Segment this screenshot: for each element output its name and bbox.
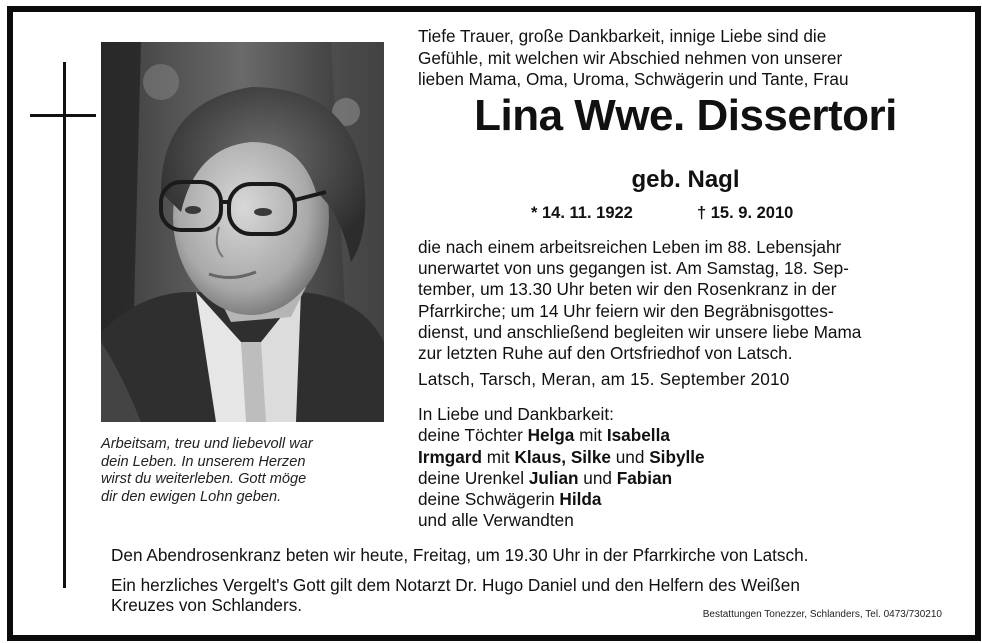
- family-member: Klaus, Silke: [514, 446, 611, 467]
- family-heading: In Liebe und Dankbarkeit:: [418, 404, 614, 424]
- memorial-caption: [101, 436, 391, 506]
- caption-line: dir den ewigen Lohn geben.: [101, 488, 282, 505]
- birth-date: * 14. 11. 1922: [531, 204, 633, 222]
- family-text: und: [578, 467, 617, 488]
- family-text: deine Töchter: [418, 425, 528, 446]
- body-line: dienst, und anschließend begleiten wir unsere liebe Mama: [418, 321, 862, 342]
- cross-icon-bar: [30, 114, 96, 117]
- family-line: [418, 425, 953, 446]
- caption-line: wirst du weiterleben. Gott möge: [101, 471, 307, 487]
- body-line: tember, um 13.30 Uhr beten wir den Rosenkranz in der: [418, 279, 837, 300]
- body-line: zur letzten Ruhe auf den Ortsfriedhof von Latsch.: [418, 343, 793, 364]
- family-list: [418, 404, 953, 532]
- family-member: Hilda: [559, 489, 602, 510]
- maiden-name: geb. Nagl: [631, 166, 740, 193]
- intro-line: lieben Mama, Oma, Uroma, Schwägerin und Tante, Frau: [418, 69, 849, 89]
- place-and-date: Latsch, Tarsch, Meran, am 15. September 2010: [418, 369, 790, 389]
- intro-line: Tiefe Trauer, große Dankbarkeit, innige Liebe sind die: [418, 26, 827, 46]
- body-line: unerwartet von uns gegangen ist. Am Samstag, 18. Sep-: [418, 258, 849, 279]
- thanks-line: Kreuzes von Schlanders.: [111, 595, 303, 615]
- family-member: Irmgard: [418, 446, 482, 467]
- family-member: Fabian: [616, 467, 673, 488]
- caption-line: Arbeitsam, treu und liebevoll war: [101, 436, 313, 452]
- family-line: [418, 489, 953, 510]
- portrait-photo: [101, 42, 384, 422]
- family-line: [418, 468, 953, 489]
- body-line: die nach einem arbeitsreichen Leben im 88. Lebensjahr: [418, 237, 842, 257]
- undertaker-credit: Bestattungen Tonezzer, Schlanders, Tel. 0473/730210: [702, 609, 942, 620]
- deceased-name: Lina Wwe. Dissertori: [474, 91, 897, 140]
- body-line: Pfarrkirche; um 14 Uhr feiern wir den Begräbnisgottes-: [418, 300, 834, 321]
- rosary-notice: Den Abendrosenkranz beten wir heute, Freitag, um 19.30 Uhr in der Pfarrkirche von Latsch.: [111, 545, 809, 565]
- family-line: [418, 447, 953, 468]
- intro-line: Gefühle, mit welchen wir Abschied nehmen von unserer: [418, 47, 843, 68]
- obituary-body: [418, 237, 953, 364]
- death-date: † 15. 9. 2010: [697, 204, 794, 222]
- family-text: und: [610, 446, 650, 467]
- caption-line: dein Leben. In unserem Herzen: [101, 453, 306, 470]
- family-member: Sibylle: [649, 446, 705, 467]
- family-member: Isabella: [606, 425, 670, 446]
- family-line: und alle Verwandten: [418, 510, 574, 531]
- family-member: Helga: [527, 425, 575, 446]
- thanks-line: Ein herzliches Vergelt's Gott gilt dem Notarzt Dr. Hugo Daniel und den Helfern des Weißen: [111, 575, 800, 595]
- family-text: deine Urenkel: [418, 467, 529, 488]
- family-text: mit: [574, 425, 607, 446]
- intro-text: [418, 26, 953, 91]
- cross-icon: [63, 62, 66, 588]
- family-text: deine Schwägerin: [418, 489, 560, 510]
- family-member: Julian: [528, 467, 579, 488]
- family-text: mit: [482, 446, 515, 467]
